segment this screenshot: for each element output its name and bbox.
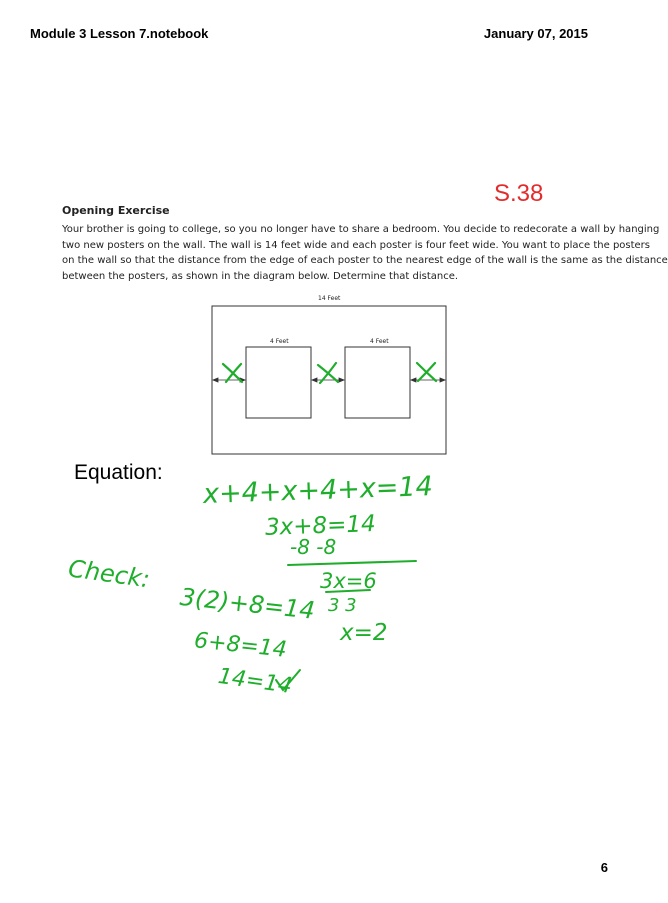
gap-x-left xyxy=(223,364,242,382)
slide-reference: S.38 xyxy=(494,180,544,207)
problem-line: between the posters, as shown in the diagram below. Determine that distance. xyxy=(62,270,459,282)
gap-arrow-middle xyxy=(312,378,344,382)
exercise-title: Opening Exercise xyxy=(62,204,170,217)
poster-left xyxy=(246,347,311,418)
hw-check-line1: 3(2)+8=14 xyxy=(178,582,317,625)
problem-line: two new posters on the wall. The wall is 14 feet wide and each poster is four feet wide. You want to place the posters xyxy=(62,239,651,251)
hw-check-label: Check: xyxy=(66,554,152,594)
notebook-date: January 07, 2015 xyxy=(483,26,588,41)
poster-right-label: 4 Feet xyxy=(370,338,389,345)
hw-division-bar xyxy=(288,561,416,565)
hw-equation: x+4+x+4+x=14 xyxy=(202,471,434,511)
problem-line: Your brother is going to college, so you no longer have to share a bedroom. You decide to redecorate a wall by hanging xyxy=(62,224,660,235)
hw-check-line2: 6+8=14 xyxy=(192,628,288,663)
wall-width-label: 14 Feet xyxy=(318,295,341,302)
hw-divide-bottom: 3 3 xyxy=(328,595,357,616)
page-number: 6 xyxy=(600,860,608,875)
notebook-title: Module 3 Lesson 7.notebook xyxy=(30,26,209,41)
handwritten-work xyxy=(67,471,434,699)
gap-arrow-right xyxy=(411,378,445,382)
equation-label: Equation: xyxy=(74,461,163,484)
hw-check-line3: 14=14 xyxy=(216,663,294,700)
problem-line: on the wall so that the distance from the edge of each poster to the nearest edge of the wall is the same as the distance xyxy=(62,255,668,266)
hw-subtract: -8 -8 xyxy=(290,535,337,559)
hw-solution: x=2 xyxy=(340,620,388,646)
poster-left-label: 4 Feet xyxy=(270,338,289,345)
poster-right xyxy=(345,347,410,418)
hw-divide-top: 3x=6 xyxy=(320,569,377,593)
gap-x-right xyxy=(417,363,436,381)
hw-combined: 3x+8=14 xyxy=(264,511,377,541)
